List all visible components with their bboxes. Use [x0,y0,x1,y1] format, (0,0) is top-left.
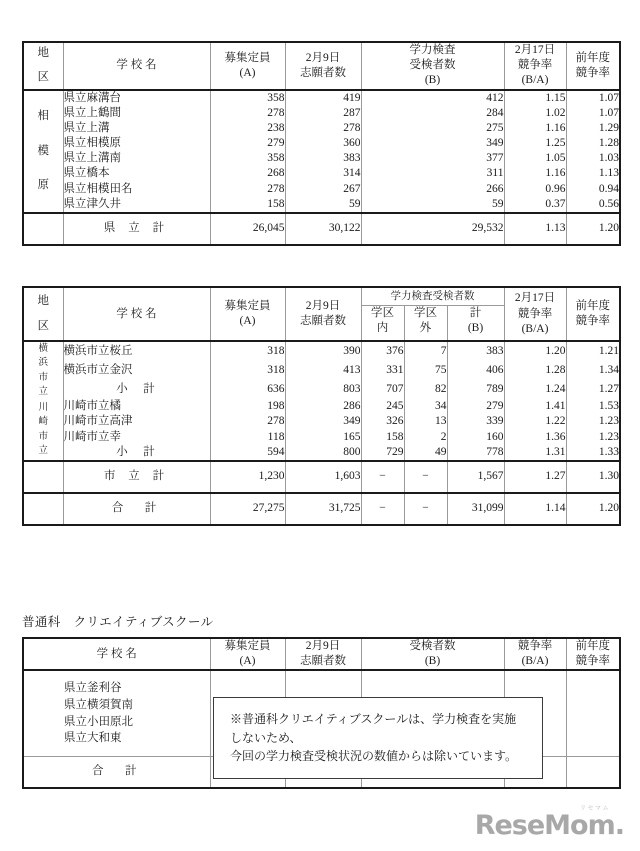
table-subtotal-row [23,445,620,461]
header3-capacity-line2: (A) [239,655,256,668]
examinees-value: 59 [361,197,504,213]
table1-header-row [23,42,620,90]
out-district-value: 75 [404,361,447,380]
capacity-value: 318 [210,341,285,361]
capacity-value: 278 [210,106,285,121]
ratio-value: 1.16 [504,121,566,136]
applicants-value: 383 [285,151,361,166]
school-name: 県立小田原北 [64,715,133,728]
grand-total-applicants-value: 31,725 [285,493,361,525]
examinees-value: 275 [361,121,504,136]
grand-total-row [23,493,620,525]
school-name: 県立津久井 [63,197,210,213]
header-examinees-line1: 学力検査 [409,44,456,56]
prev-ratio-value: 1.13 [566,166,620,181]
header-capacity [210,42,285,90]
district-label-char: 市 [38,372,48,383]
district-label-char: 立 [38,445,48,456]
grand-total-prev-ratio-value: 1.20 [566,493,620,525]
capacity-value: 594 [210,445,285,461]
table-total-row [23,213,620,245]
logo-wordmark [475,812,624,839]
header3-ratio [504,638,566,670]
school-name: 川崎市立高津 [63,414,210,429]
school-name: 川崎市立幸 [63,430,210,445]
header3-ratio-line2: (B/A) [521,655,549,668]
header2-exam-total-line2: (B) [467,322,484,335]
header2-out-district-line2: 外 [419,322,432,335]
school-name: 県立上溝 [63,121,210,136]
grand-total-exam-total-value: 31,099 [447,493,504,525]
grand-total-out-district-value: − [404,493,447,525]
header3-examinees-line2: (B) [424,655,441,668]
city-total-capacity-value: 1,230 [210,461,285,493]
header2-in-district [361,305,404,341]
prev-ratio-value: 1.23 [566,430,620,445]
applicants-value: 267 [285,182,361,197]
total-ratio-value: 1.13 [504,213,566,245]
ratio-value: 1.22 [504,414,566,429]
creative-school-caption: 普通科 クリエイティブスクール [22,615,214,629]
examinees-value: 266 [361,182,504,197]
examinees-value: 412 [361,90,504,106]
header-district [23,42,63,90]
examinees-value: 349 [361,136,504,151]
examinees-value: 284 [361,106,504,121]
exam-total-value: 789 [447,380,504,399]
school-name: 県立相模田名 [63,182,210,197]
prev-ratio-value: 1.27 [566,380,620,399]
capacity-value: 238 [210,121,285,136]
header2-district-line1: 地 [37,295,49,308]
grand-total-in-district-value: − [361,493,404,525]
capacity-value: 278 [210,182,285,197]
in-district-value: 729 [361,445,404,461]
creative-total-label: 合 計 [23,757,210,789]
prev-ratio-value: 1.34 [566,361,620,380]
prev-ratio-value: 1.21 [566,341,620,361]
school-name: 横浜市立桜丘 [63,341,210,361]
in-district-value: 376 [361,341,404,361]
header3-ratio-line1: 競争率 [517,640,553,652]
header-applicants [285,42,361,90]
header-ratio-line1: 2月17日 [514,44,556,56]
prev-ratio-value: 0.94 [566,182,620,197]
total-examinees-value: 29,532 [361,213,504,245]
district-label-char: 原 [37,178,49,191]
header2-capacity [210,287,285,341]
school-name: 県立麻溝台 [63,90,210,106]
city-total-in-district-value: − [361,461,404,493]
header-examinees-line3: (B) [424,74,441,87]
table-row [23,399,620,414]
logo-dot: . [614,810,624,841]
applicants-value: 390 [285,341,361,361]
exam-total-value: 339 [447,414,504,429]
table-row [23,182,620,197]
header2-prev-ratio [566,287,620,341]
prev-ratio-value: 1.07 [566,106,620,121]
table-row [23,136,620,151]
ratio-value: 0.37 [504,197,566,213]
prev-ratio-value: 1.03 [566,151,620,166]
city-total-out-district-value: − [404,461,447,493]
applicants-value: 800 [285,445,361,461]
header-applicants-line1: 2月9日 [305,51,341,64]
subtotal-label: 小 計 [63,380,210,399]
creative-school-names [23,670,210,756]
prev-ratio-value: 1.28 [566,136,620,151]
ratio-value: 1.31 [504,445,566,461]
resemom-logo [475,806,624,839]
table-row [23,166,620,181]
table-row [23,151,620,166]
header3-capacity-line1: 募集定員 [224,640,271,652]
grand-total-spacer [23,493,63,525]
applicants-value: 278 [285,121,361,136]
capacity-value: 198 [210,399,285,414]
school-name: 県立上鶴間 [63,106,210,121]
capacity-value: 279 [210,136,285,151]
header3-applicants-line1: 2月9日 [305,640,341,652]
district-label-char: 浜 [38,358,48,369]
header2-applicants-line2: 志願者数 [300,315,346,328]
table-row [23,90,620,106]
header-ratio-line2: 競争率 [517,59,553,72]
header-prev-ratio-line2: 競争率 [575,66,610,79]
examinees-value: 377 [361,151,504,166]
school-name: 横浜市立金沢 [63,361,210,380]
district-label-yokohama [23,341,63,399]
ratio-value: 0.96 [504,182,566,197]
district-label-kawasaki [23,399,63,461]
total-applicants-value: 30,122 [285,213,361,245]
subtotal-label: 小 計 [63,445,210,461]
capacity-value: 318 [210,361,285,380]
grand-total-ratio-value: 1.14 [504,493,566,525]
exam-total-value: 160 [447,430,504,445]
school-name: 県立上溝南 [63,151,210,166]
table-row [23,414,620,429]
table-row [23,106,620,121]
header2-ratio-line3: (B/A) [521,322,549,335]
city-total-prev-ratio-value: 1.30 [566,461,620,493]
header-applicants-line2: 志願者数 [300,66,346,79]
table-row [23,121,620,136]
applicants-value: 349 [285,414,361,429]
school-name: 県立横須賀南 [64,699,133,712]
city-total-exam-total-value: 1,567 [447,461,504,493]
applicants-value: 360 [285,136,361,151]
header3-prev-ratio [566,638,620,670]
shiritsu-summary-table [22,286,621,526]
header-prev-ratio-line1: 前年度 [575,51,610,64]
header3-examinees [361,638,504,670]
school-name: 川崎市立橘 [63,399,210,414]
ratio-value: 1.02 [504,106,566,121]
ratio-value: 1.28 [504,361,566,380]
ratio-value: 1.24 [504,380,566,399]
prev-ratio-value: 0.56 [566,197,620,213]
district-label-char: 立 [38,386,48,397]
prev-ratio-value: 1.53 [566,399,620,414]
header2-ratio-line2: 競争率 [517,307,553,320]
applicants-value: 803 [285,380,361,399]
header2-ratio-line1: 2月17日 [514,292,556,305]
header2-applicants-line1: 2月9日 [305,299,341,312]
school-name: 県立釜利谷 [64,682,122,695]
header3-capacity [210,638,285,670]
prev-ratio-value: 1.33 [566,445,620,461]
header-capacity-line1: 募集定員 [224,51,271,64]
capacity-value: 636 [210,380,285,399]
prev-ratio-value: 1.29 [566,121,620,136]
ratio-value: 1.41 [504,399,566,414]
table2-header-row-1 [23,287,620,305]
capacity-value: 278 [210,414,285,429]
header2-capacity-line1: 募集定員 [224,299,271,312]
ratio-value: 1.36 [504,430,566,445]
exam-total-value: 279 [447,399,504,414]
district-label-char: 横 [38,344,48,355]
header2-capacity-line2: (A) [239,315,256,328]
table-subtotal-row [23,380,620,399]
logo-word-text: ReseMom [474,810,615,841]
district-label-char: 模 [37,144,49,157]
ratio-value: 1.15 [504,90,566,106]
total-row-spacer [23,213,63,245]
out-district-value: 13 [404,414,447,429]
header3-school-name: 学 校 名 [23,638,210,670]
applicants-value: 419 [285,90,361,106]
out-district-value: 34 [404,399,447,414]
header2-ratio [504,287,566,341]
school-name: 県立相模原 [63,136,210,151]
district-label-char: 川 [38,403,48,414]
header2-out-district-line1: 学区 [414,306,437,319]
applicants-value: 314 [285,166,361,181]
header-examinees-line2: 受検者数 [409,59,456,72]
district-label-char: 崎 [38,417,48,428]
header-district-line1: 地 [37,47,49,60]
applicants-value: 413 [285,361,361,380]
ratio-value: 1.20 [504,341,566,361]
prev-ratio-value: 1.07 [566,90,620,106]
kenritsu-summary-table [22,41,621,246]
applicants-value: 59 [285,197,361,213]
header2-applicants [285,287,361,341]
creative-prev-ratio-cell [566,670,620,756]
out-district-value: 49 [404,445,447,461]
header2-exam-total [447,305,504,341]
logo-kana-text: リセマム [580,805,610,812]
city-total-label: 市 立 計 [63,461,210,493]
header-ratio [504,42,566,90]
header-capacity-line2: (A) [239,66,256,79]
header-ratio-line3: (B/A) [521,74,549,87]
capacity-value: 158 [210,197,285,213]
out-district-value: 7 [404,341,447,361]
header3-prev-ratio-line1: 前年度 [575,640,610,652]
school-name: 県立橋本 [63,166,210,181]
capacity-value: 118 [210,430,285,445]
exam-total-value: 778 [447,445,504,461]
city-total-applicants-value: 1,603 [285,461,361,493]
header2-exam-total-line1: 計 [469,306,482,319]
district-label-sagamihara [23,90,63,213]
header3-prev-ratio-line2: 競争率 [575,655,610,668]
exam-total-value: 383 [447,341,504,361]
table-row [23,361,620,380]
city-total-ratio-value: 1.27 [504,461,566,493]
header3-examinees-line1: 受検者数 [409,640,456,652]
header2-in-district-line2: 内 [376,322,389,335]
header3-applicants [285,638,361,670]
note-line-2: 今回の学力検査受検状況の数値からは除いています。 [230,749,518,764]
in-district-value: 331 [361,361,404,380]
table2-body [23,341,620,525]
applicants-value: 287 [285,106,361,121]
school-name: 県立大和東 [64,732,122,745]
header2-district [23,287,63,341]
header-district-line2: 区 [37,71,49,84]
capacity-value: 268 [210,166,285,181]
table1-body [23,90,620,245]
total-capacity-value: 26,045 [210,213,285,245]
city-total-row [23,461,620,493]
in-district-value: 245 [361,399,404,414]
grand-total-capacity-value: 27,275 [210,493,285,525]
header2-in-district-line1: 学区 [371,306,394,319]
creative-school-note [213,697,543,779]
table3-header-row [23,638,620,670]
header2-district-line2: 区 [37,319,49,332]
header-prev-ratio [566,42,620,90]
header-examinees [361,42,504,90]
in-district-value: 326 [361,414,404,429]
ratio-value: 1.16 [504,166,566,181]
city-total-spacer [23,461,63,493]
creative-total-prev-ratio-cell [566,757,620,789]
header2-examinees-group: 学力検査受検者数 [361,287,504,305]
examinees-value: 311 [361,166,504,181]
ratio-value: 1.25 [504,136,566,151]
note-line-1: ※普通科クリエイティブスクールは、学力検査を実施しないため、 [230,712,517,745]
in-district-value: 158 [361,430,404,445]
out-district-value: 82 [404,380,447,399]
header-school-name: 学 校 名 [63,42,210,90]
capacity-value: 358 [210,90,285,106]
ratio-value: 1.05 [504,151,566,166]
out-district-value: 2 [404,430,447,445]
table-row [23,197,620,213]
district-label-char: 市 [38,431,48,442]
district-label-char: 相 [37,110,49,123]
header2-prev-ratio-line1: 前年度 [575,299,611,312]
header2-out-district [404,305,447,341]
prev-ratio-value: 1.23 [566,414,620,429]
applicants-value: 286 [285,399,361,414]
capacity-value: 358 [210,151,285,166]
exam-total-value: 406 [447,361,504,380]
header2-school-name: 学 校 名 [63,287,210,341]
total-prev-ratio-value: 1.20 [566,213,620,245]
applicants-value: 165 [285,430,361,445]
total-label: 県 立 計 [63,213,210,245]
table-row [23,430,620,445]
grand-total-label: 合 計 [63,493,210,525]
header3-applicants-line2: 志願者数 [300,655,346,668]
in-district-value: 707 [361,380,404,399]
header2-prev-ratio-line2: 競争率 [575,315,611,328]
table-row [23,341,620,361]
